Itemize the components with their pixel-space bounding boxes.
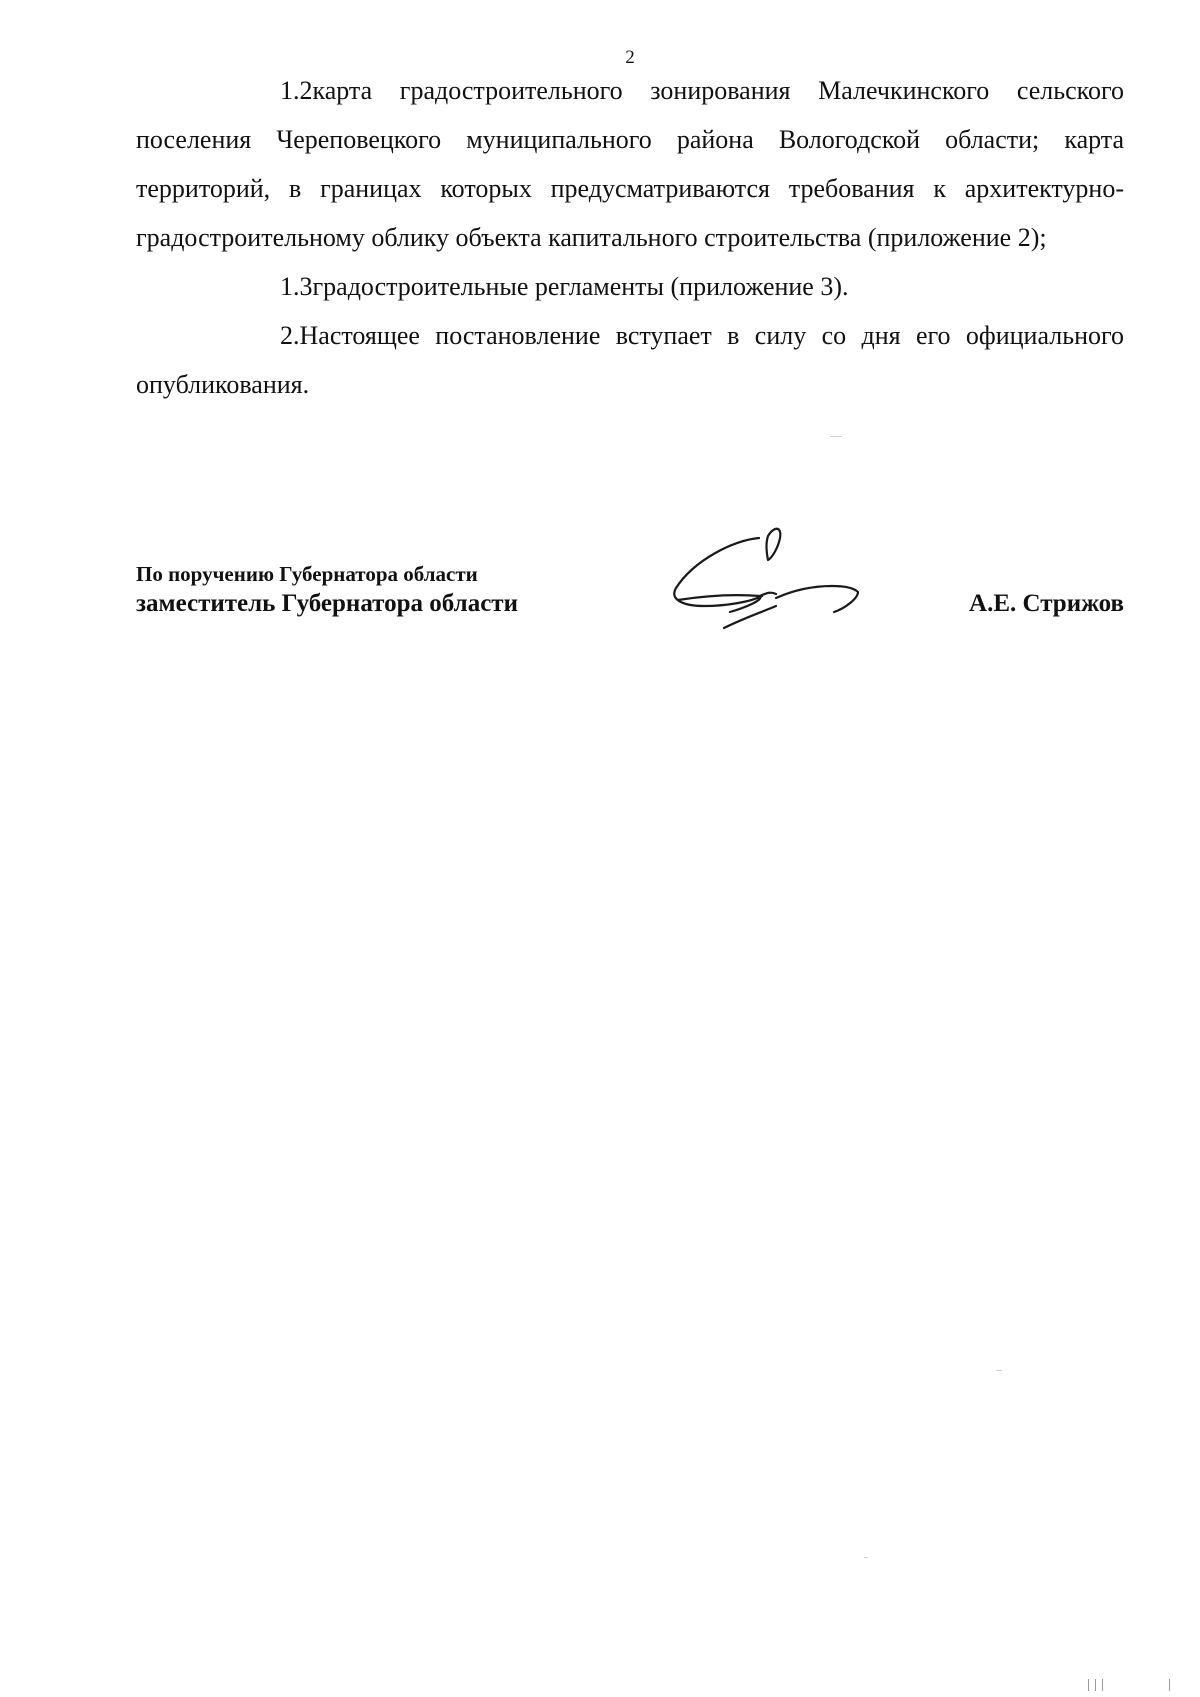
signatory-title-line-2: заместитель Губернатора области <box>136 590 518 617</box>
signature-block <box>136 560 1124 640</box>
scan-speck <box>830 436 842 437</box>
page-number: 2 <box>625 47 635 68</box>
paragraph-number: 1.2 <box>280 76 313 105</box>
paragraph-text: градостроительные регламенты (приложение 3). <box>312 272 849 301</box>
paragraph-1-3 <box>136 262 1124 311</box>
signatory-title-line-1: По поручению Губернатора области <box>136 562 478 586</box>
scan-mark <box>1088 1679 1089 1691</box>
signatory-title <box>136 560 518 620</box>
paragraph-number: 1.3 <box>280 272 313 301</box>
scan-mark <box>1095 1679 1096 1691</box>
scan-mark <box>1102 1679 1103 1691</box>
handwritten-signature <box>664 520 884 640</box>
scan-mark <box>1169 1679 1170 1691</box>
scan-edge-marks <box>1088 1679 1170 1691</box>
paragraph-1-2 <box>136 66 1124 262</box>
document-body <box>136 66 1124 409</box>
scan-speck <box>864 1557 868 1558</box>
paragraph-2 <box>136 311 1124 409</box>
paragraph-number: 2. <box>280 321 300 350</box>
signatory-name: А.Е. Стрижов <box>969 590 1124 617</box>
paragraph-text: карта градостроительного зонирования Малечкинского сельского поселения Череповецкого муниципального района Вологодской области; карта территорий, в границах которых предусматриваются требования к архитектурно-градостроительному облику объекта капитального строительства (приложение 2); <box>136 76 1124 252</box>
scan-speck <box>996 1370 1002 1371</box>
paragraph-text: Настоящее постановление вступает в силу со дня его официального опубликования. <box>136 321 1124 399</box>
